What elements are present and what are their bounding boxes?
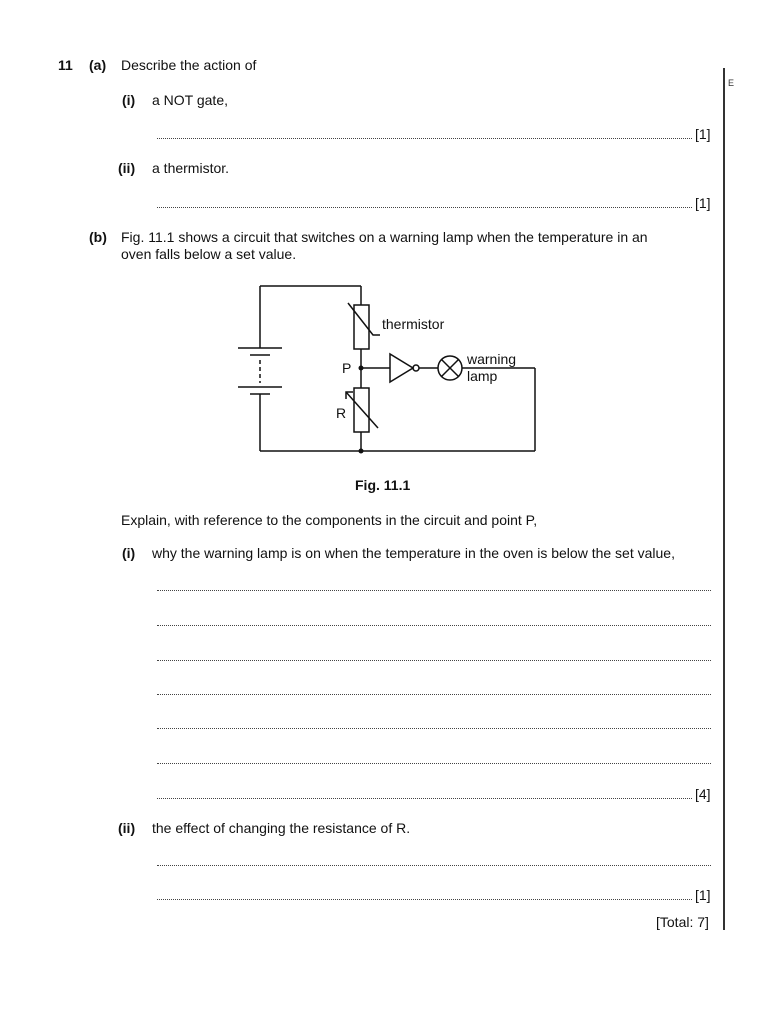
answer-line[interactable] (157, 625, 711, 626)
junction (359, 449, 364, 454)
part-a-i-label: (i) (122, 92, 136, 108)
part-b-ii-label: (ii) (118, 820, 136, 836)
marks-label: [1] (695, 195, 711, 211)
answer-line[interactable] (157, 728, 711, 729)
answer-line[interactable] (157, 660, 711, 661)
part-a-ii-label: (ii) (118, 160, 136, 176)
figure-caption: Fig. 11.1 (355, 477, 411, 493)
part-b-i-label: (i) (122, 545, 136, 561)
warning-label: warning (467, 351, 517, 367)
answer-line[interactable] (157, 590, 711, 591)
part-a-ii-text: a thermistor. (152, 160, 230, 176)
part-b-ii-text: the effect of changing the resistance of R. (152, 820, 411, 836)
part-b-stem-line1: Fig. 11.1 shows a circuit that switches on a warning lamp when the temperature in an (121, 229, 648, 245)
part-b-label: (b) (89, 229, 107, 245)
part-a-i-text: a NOT gate, (152, 92, 229, 108)
question-number: 11 (58, 57, 73, 73)
resistor-r-label: R (336, 405, 347, 421)
lamp-label: lamp (467, 368, 498, 384)
junction-p (359, 366, 364, 371)
part-b-i-text: why the warning lamp is on when the temperature in the oven is below the set value, (152, 545, 675, 561)
answer-line[interactable] (157, 798, 692, 799)
point-p-label: P (342, 360, 352, 376)
thermistor-symbol-line (348, 303, 380, 335)
marks-label: [4] (695, 786, 711, 802)
explain-instruction: Explain, with reference to the components in the circuit and point P, (121, 512, 538, 528)
answer-line[interactable] (157, 899, 692, 900)
not-gate (390, 354, 413, 382)
thermistor-label: thermistor (382, 316, 445, 332)
part-a-label: (a) (89, 57, 107, 73)
margin-mark: E (728, 78, 735, 88)
answer-line[interactable] (157, 865, 711, 866)
part-a-stem: Describe the action of (121, 57, 257, 73)
variable-resistor-arrow (346, 392, 378, 428)
part-b-stem-line2: oven falls below a set value. (121, 246, 297, 262)
total-marks: [Total: 7] (656, 914, 709, 930)
answer-line[interactable] (157, 763, 711, 764)
answer-line[interactable] (157, 694, 711, 695)
marks-label: [1] (695, 126, 711, 142)
marks-label: [1] (695, 887, 711, 903)
